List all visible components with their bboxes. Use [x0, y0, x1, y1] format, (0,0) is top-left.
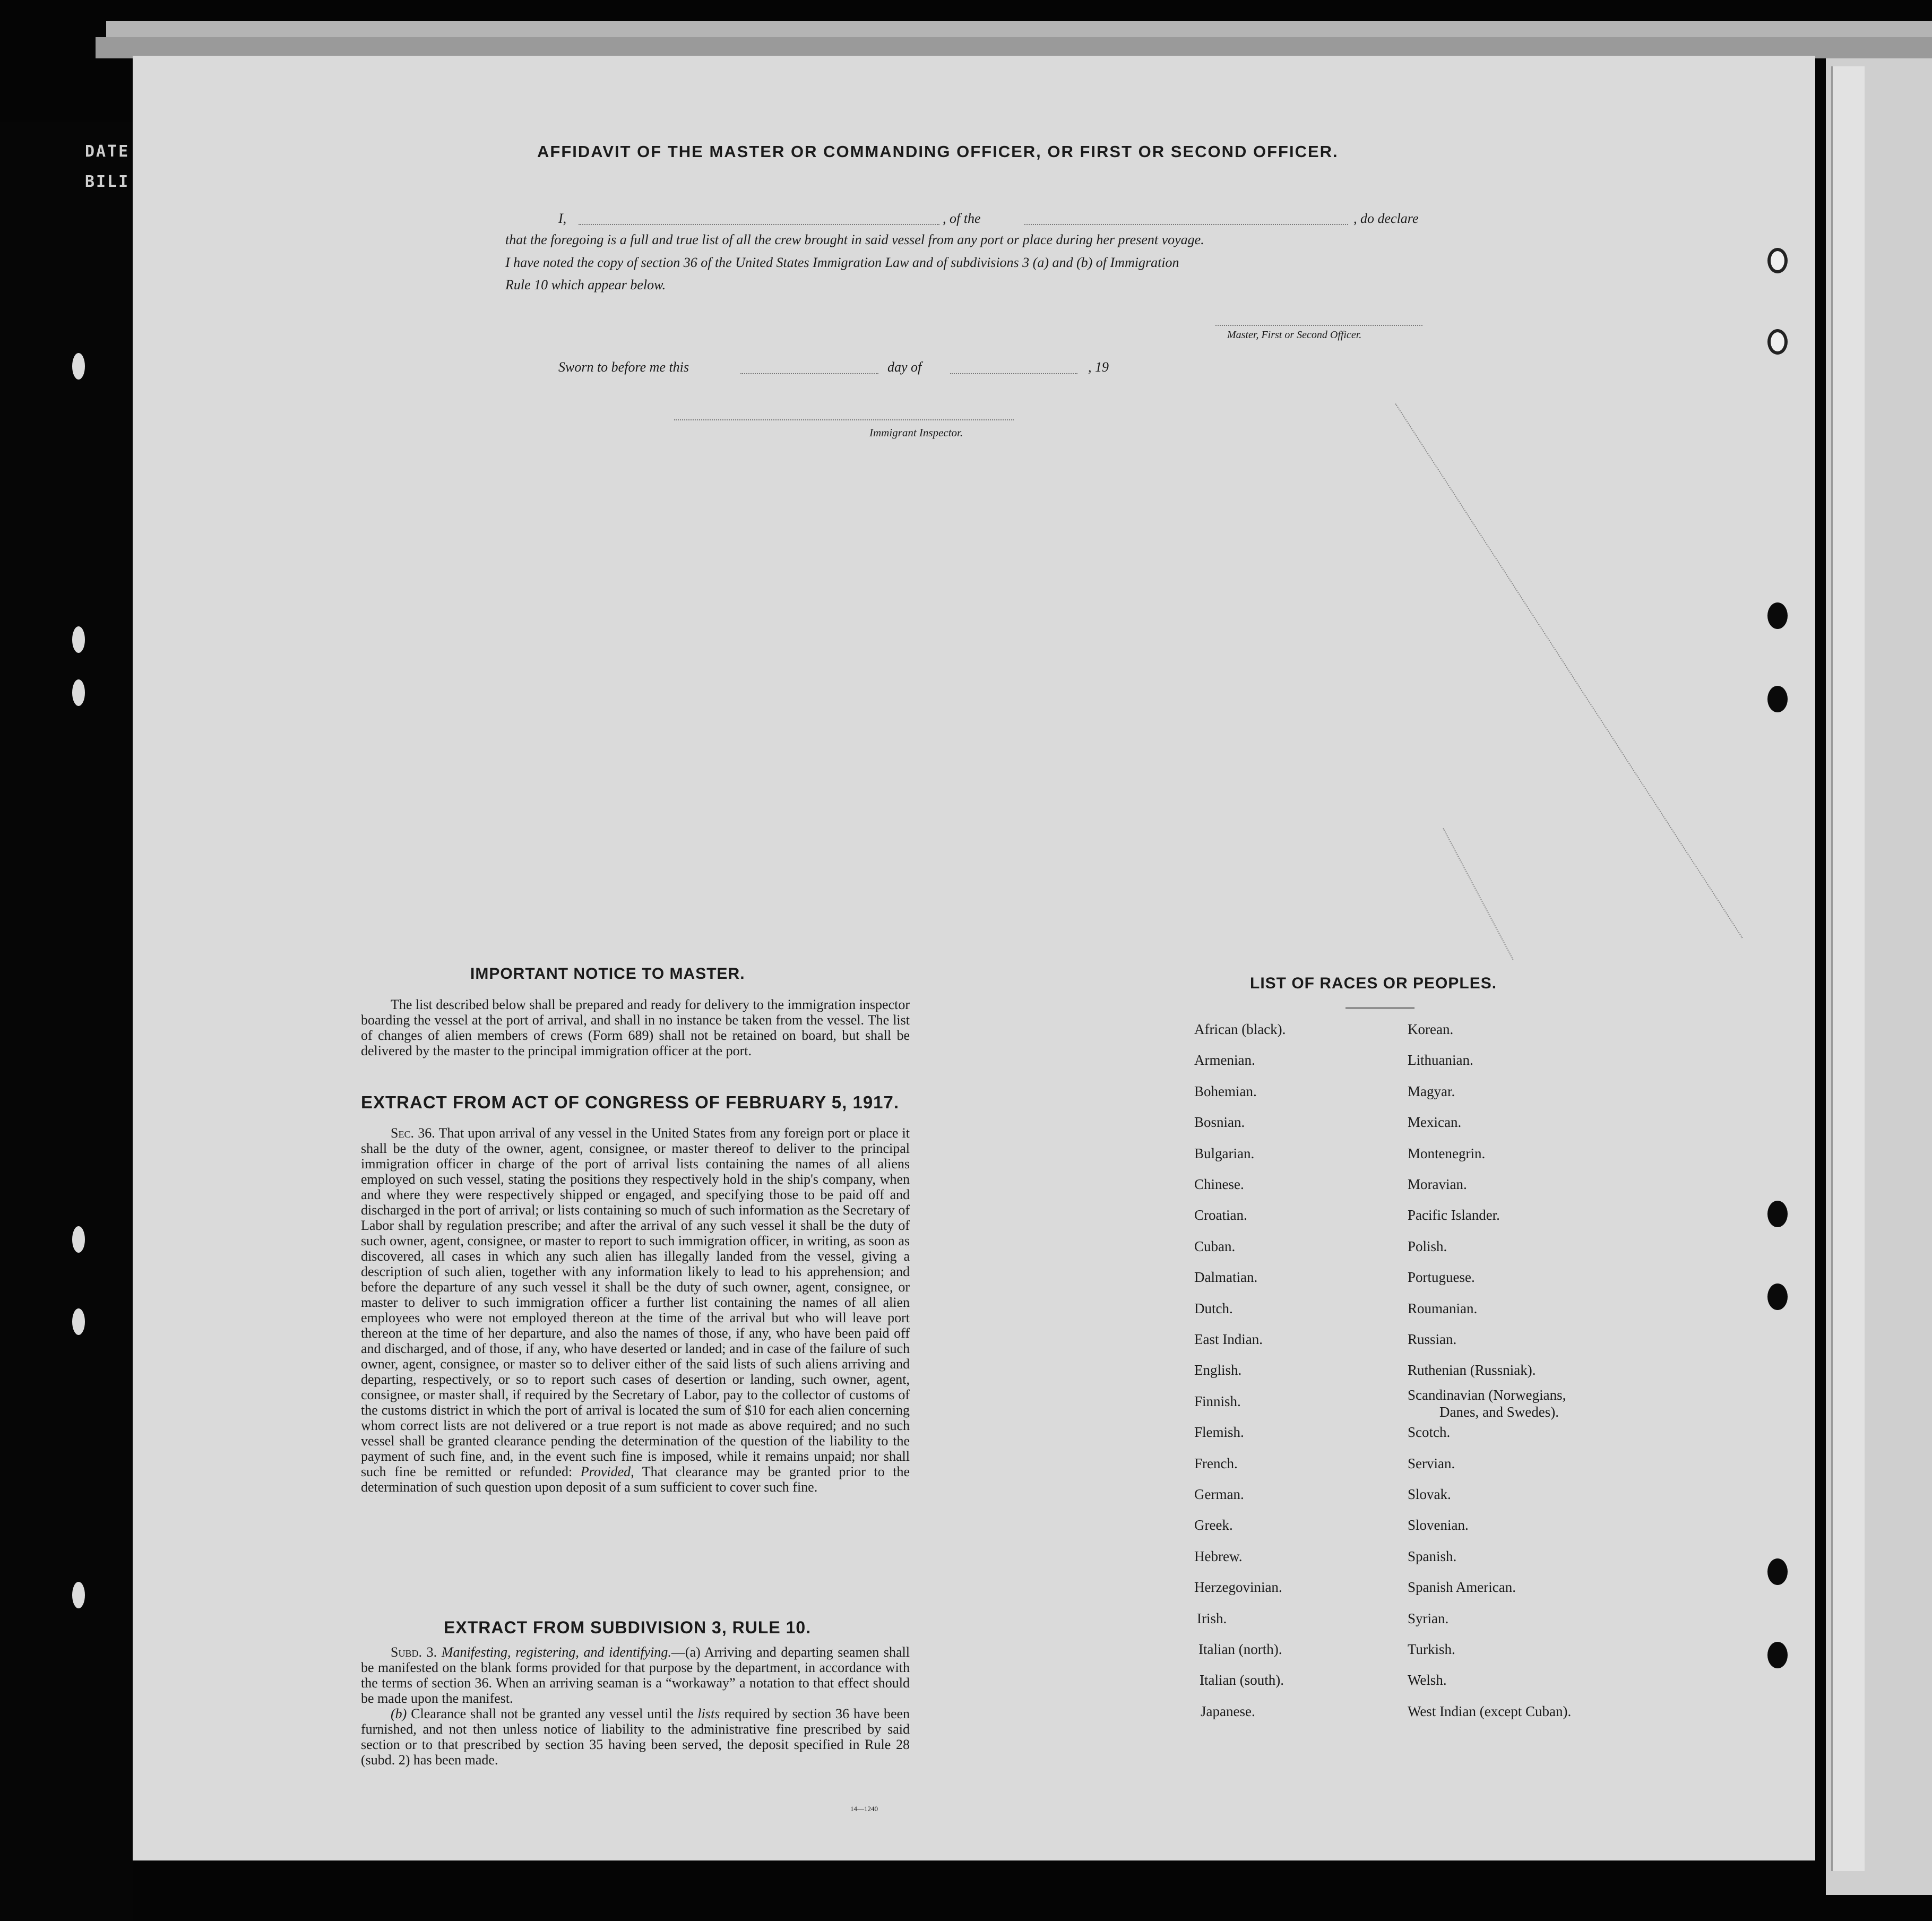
race-item: Spanish. [1408, 1548, 1457, 1564]
race-item-continuation: Danes, and Swedes). [1439, 1404, 1559, 1420]
race-item: Cuban. [1194, 1238, 1236, 1254]
form-number: 14—1240 [850, 1805, 878, 1813]
subd-label: Subd. 3. [391, 1644, 437, 1660]
race-item: Scotch. [1408, 1424, 1451, 1440]
punch-hole [1767, 1201, 1788, 1227]
affidavit-do-declare: , do declare [1353, 211, 1419, 226]
race-item: Lithuanian. [1408, 1052, 1473, 1068]
race-item: Flemish. [1194, 1424, 1244, 1440]
race-item: German. [1194, 1486, 1244, 1502]
race-item: Japanese. [1201, 1703, 1255, 1719]
rule-b-text-2: required by section 36 have been furnished, and not then unless notice of liability to the administrative fine prescribed by said section or to that prescribed by section 35 having been served, the deposit specified in Rule 28 (subd. 2) has been made. [361, 1706, 910, 1768]
affidavit-of-the: , of the [943, 211, 981, 226]
race-item: Slovenian. [1408, 1517, 1469, 1533]
race-item: Magyar. [1408, 1083, 1455, 1099]
name-blank [579, 224, 939, 225]
left-margin-strip [0, 122, 133, 1921]
race-item: Pacific Islander. [1408, 1207, 1500, 1223]
race-item: Korean. [1408, 1021, 1454, 1037]
race-item: Montenegrin. [1408, 1145, 1486, 1161]
race-item: Servian. [1408, 1455, 1455, 1471]
punch-hole [72, 1582, 85, 1608]
inspector-caption: Immigrant Inspector. [869, 426, 963, 439]
race-item: Dalmatian. [1194, 1269, 1258, 1285]
punch-hole [72, 353, 85, 380]
race-item: Croatian. [1194, 1207, 1247, 1223]
affidavit-title: AFFIDAVIT OF THE MASTER OR COMMANDING OFFICER, OR FIRST OR SECOND OFFICER. [537, 142, 1339, 161]
punch-hole [1767, 248, 1788, 273]
sworn-label: Sworn to before me this [558, 359, 689, 375]
punch-hole [1767, 602, 1788, 629]
race-item: Bosnian. [1194, 1114, 1245, 1130]
race-item: Mexican. [1408, 1114, 1462, 1130]
year-label: , 19 [1088, 359, 1109, 375]
notice-title: IMPORTANT NOTICE TO MASTER. [470, 965, 745, 983]
form-page [133, 56, 1815, 1860]
master-signature-line [1215, 325, 1422, 326]
rule-paragraph-a [361, 1644, 910, 1706]
affidavit-line-2: that the foregoing is a full and true list of all the crew brought in said vessel from any port or place during her present voyage. [505, 232, 1204, 247]
punch-hole [72, 679, 85, 706]
race-item: French. [1194, 1455, 1238, 1471]
race-item: African (black). [1194, 1021, 1286, 1037]
act-provided: Provided, [580, 1464, 634, 1479]
race-item: Russian. [1408, 1331, 1457, 1347]
rule-b-text-1: Clearance shall not be granted any vessel until the [411, 1706, 694, 1721]
race-item: Bohemian. [1194, 1083, 1257, 1099]
rule-b-lists: lists [697, 1706, 720, 1721]
race-item: Finnish. [1194, 1393, 1241, 1409]
race-item: Hebrew. [1194, 1548, 1243, 1564]
race-item: Syrian. [1408, 1610, 1449, 1626]
left-margin-date: DATE [85, 142, 130, 161]
race-item: Chinese. [1194, 1176, 1244, 1192]
punch-hole [72, 1308, 85, 1335]
section-label: Sec. 36. [391, 1125, 435, 1141]
race-item: Irish. [1197, 1610, 1227, 1626]
subd-heading: Manifesting, registering, and identifying. [441, 1644, 671, 1660]
race-item: Ruthenian (Russniak). [1408, 1362, 1536, 1378]
race-item: Spanish American. [1408, 1579, 1516, 1595]
act-title: EXTRACT FROM ACT OF CONGRESS OF FEBRUARY 5, 1917. [361, 1092, 900, 1112]
rule-b-label: (b) [391, 1706, 407, 1721]
races-title-rule [1346, 1007, 1414, 1009]
act-paragraph [361, 1125, 910, 1495]
punch-hole [1767, 329, 1788, 355]
race-item: Moravian. [1408, 1176, 1467, 1192]
race-item: Greek. [1194, 1517, 1233, 1533]
race-item: Polish. [1408, 1238, 1447, 1254]
race-item: Italian (north). [1198, 1641, 1282, 1657]
race-item: Herzegovinian. [1194, 1579, 1282, 1595]
race-item: Turkish. [1408, 1641, 1455, 1657]
rule-text [361, 1644, 910, 1768]
rule-a-text: —(a) Arriving and departing seamen shall be manifested on the blank forms provided for that purpose by the department, in accordance with the terms of section 36. When an arriving seaman is a “workaway” a notation to that effect should be made upon the manifest. [361, 1644, 910, 1706]
race-item: Dutch. [1194, 1300, 1233, 1316]
master-caption: Master, First or Second Officer. [1227, 329, 1362, 341]
act-body: That upon arrival of any vessel in the United States from any foreign port or place it shall be the duty of the owner, agent, consignee, or master thereof to deliver to the principal immigration officer in charge of the port of arrival lists containing the names of all aliens employed on such vessel, stating the positions they respectively hold in the ship's company, when and where they were respectively shipped or engaged, and specifying those to be paid off and discharged in the port of arrival; or lists containing so much of such information as the Secretary of Labor shall by regulation prescribe; and after the arrival of any such vessel it shall be the duty of such owner, agent, consignee, or master to report to such immigration officer, in writing, as soon as discovered, all cases in which any such alien has illegally landed from the vessel, giving a description of such alien, together with any information likely to lead to his apprehension; and before the departure of any such vessel it shall be the duty of such owner, agent, consignee, or master to deliver to such immigration officer a further list containing the names of all alien employees who were not employed thereon at the time of the arrival but who will leave port thereon at the time of her departure, and also the names of those, if any, who have been paid off and discharged, and of those, if any, who have deserted or landed; and in case of the failure of such owner, agent, consignee, or master so to deliver either of the said lists of such aliens arriving and departing, respectively, or so to report such cases of desertion or landing, such owner, agent, consignee, or master shall, if required by the Secretary of Labor, pay to the collector of customs of the customs district in which the port of arrival is located the sum of $10 for each alien concerning whom correct lists are not delivered or a true report is not made as above required; and no such vessel shall be granted clearance pending the determination of the question of the liability to the payment of such fine, and, in the event such fine is imposed, while it remains unpaid; nor shall such fine be remitted or refunded: [361, 1125, 910, 1479]
race-item: Italian (south). [1200, 1672, 1284, 1688]
race-item: East Indian. [1194, 1331, 1263, 1347]
punch-hole [72, 1226, 85, 1253]
act-text [361, 1125, 910, 1495]
race-item: Welsh. [1408, 1672, 1447, 1688]
race-item: West Indian (except Cuban). [1408, 1703, 1572, 1719]
punch-hole [1767, 1642, 1788, 1668]
notice-paragraph: The list described below shall be prepared and ready for delivery to the immigration inspector boarding the vessel at the port of arrival, and shall in no instance be taken from the vessel. The list of changes of alien members of crews (Form 689) shall not be retained on board, but shall be delivered by the master to the principal immigration officer at the port. [361, 997, 910, 1058]
race-item: Armenian. [1194, 1052, 1255, 1068]
rule-paragraph-b [361, 1706, 910, 1768]
back-page-edge-2 [96, 37, 1932, 58]
punch-hole [1767, 1283, 1788, 1310]
affidavit-line-3: I have noted the copy of section 36 of the United States Immigration Law and of subdivisions 3 (a) and (b) of Immigration [505, 255, 1179, 270]
affidavit-line-4: Rule 10 which appear below. [505, 277, 666, 292]
punch-hole [72, 626, 85, 653]
act-body-end: That clearance may be granted prior to the determination of such question upon deposit of a sum sufficient to cover such fine. [361, 1464, 910, 1495]
race-item: Bulgarian. [1194, 1145, 1255, 1161]
punch-hole [1767, 686, 1788, 712]
day-of-label: day of [887, 359, 922, 375]
sworn-month-blank [950, 373, 1077, 374]
race-item: English. [1194, 1362, 1242, 1378]
rule-title: EXTRACT FROM SUBDIVISION 3, RULE 10. [444, 1618, 812, 1637]
races-title: LIST OF RACES OR PEOPLES. [1250, 975, 1497, 992]
race-item: Scandinavian (Norwegians, [1408, 1387, 1566, 1403]
race-item: Roumanian. [1408, 1300, 1478, 1316]
notice-text [361, 997, 910, 1058]
race-item: Slovak. [1408, 1486, 1451, 1502]
race-item: Portuguese. [1408, 1269, 1475, 1285]
inspector-signature-line [674, 419, 1014, 420]
sworn-day-blank [740, 373, 878, 374]
vessel-blank [1024, 224, 1348, 225]
punch-hole [1767, 1558, 1788, 1585]
left-margin-bill: BILI [85, 173, 130, 191]
page-fold [1831, 66, 1865, 1871]
affidavit-i-label: I, [558, 211, 567, 226]
